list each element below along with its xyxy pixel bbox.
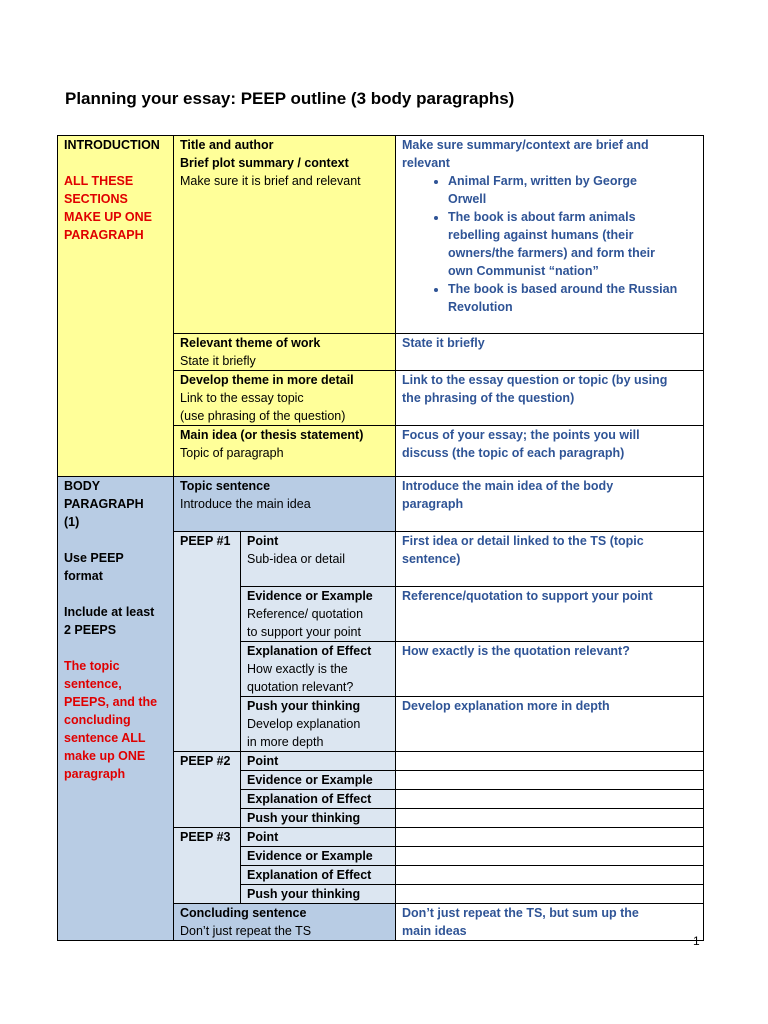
peep2-push-blank [396,809,704,828]
page-title: Planning your essay: PEEP outline (3 body paragraphs) [65,89,515,108]
peep3-push: Push your thinking [241,885,396,904]
intro-note-line: PARAGRAPH [64,228,144,242]
intro-title-cell [174,136,396,334]
main-idea-heading: Main idea (or thesis statement) [180,428,364,442]
intro-bullet-list [402,172,697,316]
develop-heading: Develop theme in more detail [180,373,354,387]
intro-main-idea-cell: Main idea (or thesis statement) Topic of paragraph [174,426,396,477]
introduction-label-cell [58,136,174,477]
peep2-point-blank [396,752,704,771]
intro-develop-cell: Develop theme in more detail Link to the essay topic (use phrasing of the question) [174,371,396,426]
topic-guidance: Introduce the main idea of the body paragraph [396,477,704,532]
peep-outline-table [57,135,704,941]
peep3-evidence-blank [396,847,704,866]
peep1-evidence-guidance: Reference/quotation to support your point [396,587,704,642]
peep3-label: PEEP #3 [174,828,241,904]
bullet-item: • Animal Farm, written by George Orwell [448,172,697,208]
peep3-push-blank [396,885,704,904]
concluding-heading: Concluding sentence [180,906,307,920]
intro-brief-note: Make sure it is brief and relevant [180,174,361,188]
peep1-push-guidance: Develop explanation more in depth [396,697,704,752]
intro-plot-summary: Brief plot summary / context [180,156,349,170]
body-label-cell: BODY PARAGRAPH (1) Use PEEP format Include at least 2 PEEPS The topic sentence, PEEPS, and the concluding sentence ALL make up ONE paragraph [58,477,174,941]
intro-row-title [58,136,704,334]
intro-note-line: ALL THESE [64,174,134,188]
intro-main-idea-guidance: Focus of your essay; the points you will discuss (the topic of each paragraph) [396,426,704,477]
theme-sub: State it briefly [180,354,256,368]
intro-title-author: Title and author [180,138,274,152]
introduction-label: INTRODUCTION [64,138,160,152]
theme-heading: Relevant theme of work [180,336,321,350]
peep2-evidence: Evidence or Example [241,771,396,790]
body-row-topic [58,477,704,532]
peep2-explanation: Explanation of Effect [241,790,396,809]
peep1-evidence-cell: Evidence or Example Reference/ quotation to support your point [241,587,396,642]
intro-guidance-line: relevant [402,156,450,170]
concluding-cell: Concluding sentence Don’t just repeat the TS [174,904,396,941]
peep3-explanation-blank [396,866,704,885]
intro-develop-guidance: Link to the essay question or topic (by using the phrasing of the question) [396,371,704,426]
intro-theme-cell [174,334,396,371]
peep2-explanation-blank [396,790,704,809]
peep3-evidence: Evidence or Example [241,847,396,866]
peep1-point-guidance: First idea or detail linked to the TS (topic sentence) [396,532,704,587]
concluding-guidance: Don’t just repeat the TS, but sum up the main ideas [396,904,704,941]
peep1-explanation-guidance: How exactly is the quotation relevant? [396,642,704,697]
intro-note-line: SECTIONS [64,192,128,206]
topic-sentence-cell: Topic sentence Introduce the main idea [174,477,396,532]
peep2-push: Push your thinking [241,809,396,828]
intro-guidance-cell [396,136,704,334]
bullet-item: • The book is based around the Russian Revolution [448,280,697,316]
peep1-explanation-cell: Explanation of Effect How exactly is the quotation relevant? [241,642,396,697]
peep3-point-blank [396,828,704,847]
peep3-explanation: Explanation of Effect [241,866,396,885]
intro-guidance-line: Make sure summary/context are brief and [402,138,649,152]
peep1-point-cell: Point Sub-idea or detail [241,532,396,587]
topic-heading: Topic sentence [180,479,271,493]
bullet-item: • The book is about farm animals rebelling against humans (their owners/the farmers) and form their own Communist “nation” [448,208,697,280]
page-number: 1 [693,934,700,948]
peep1-label: PEEP #1 [174,532,241,752]
peep3-point: Point [241,828,396,847]
intro-note-line: MAKE UP ONE [64,210,152,224]
intro-theme-guidance: State it briefly [396,334,704,371]
peep1-push-cell: Push your thinking Develop explanation in more depth [241,697,396,752]
peep2-point: Point [241,752,396,771]
peep2-label: PEEP #2 [174,752,241,828]
peep2-evidence-blank [396,771,704,790]
